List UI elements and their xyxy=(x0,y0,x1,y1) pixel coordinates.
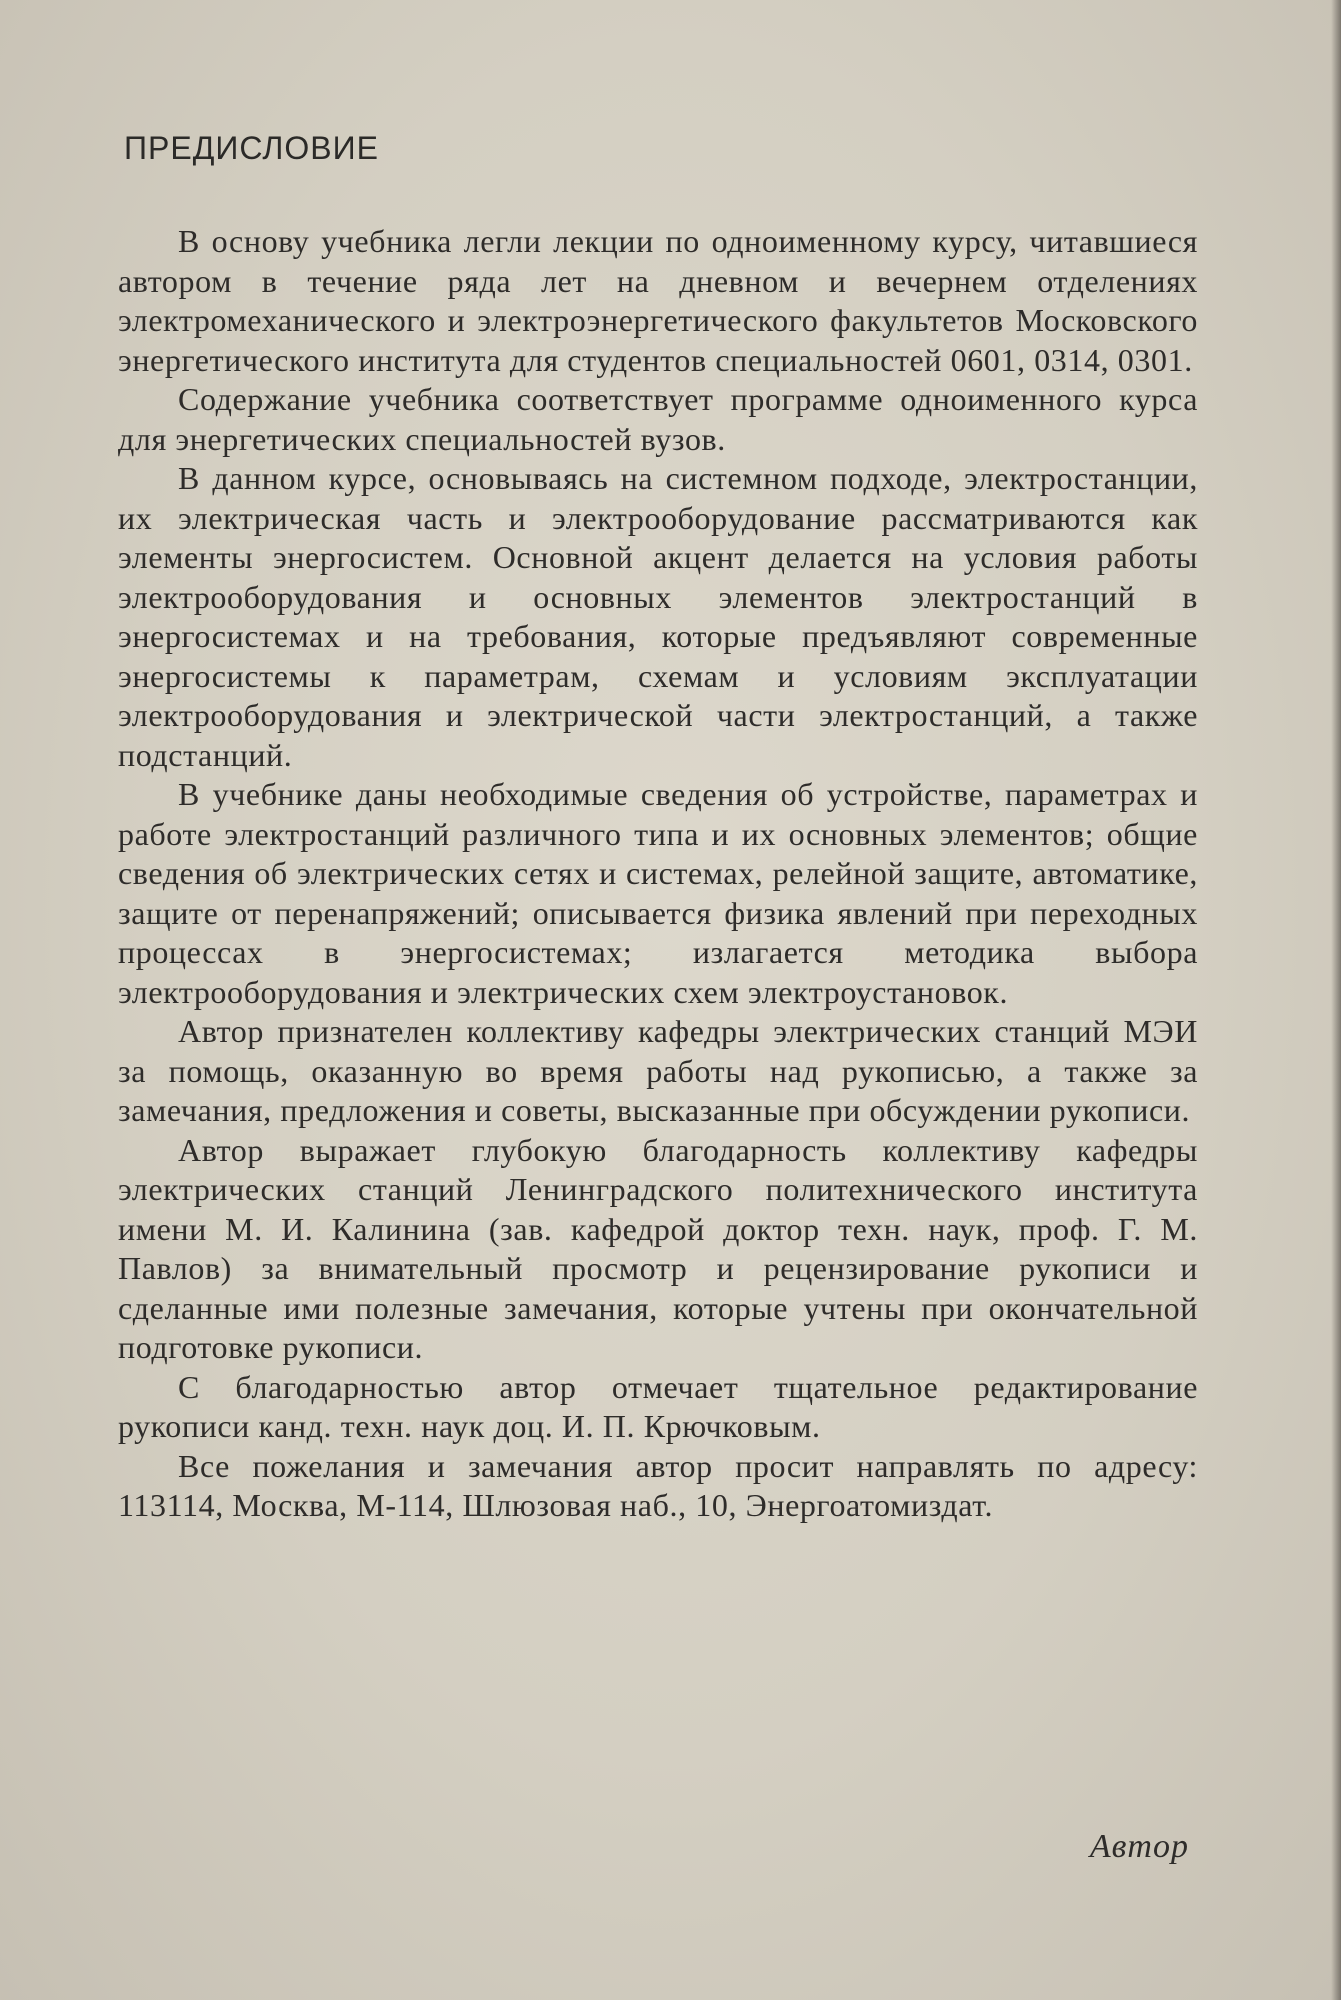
paragraph-1: В основу учебника легли лекции по одноименному курсу, читавшиеся автором в течение ряда лет на дневном и вечернем отделениях электромеханического и электроэнергетического факультетов Московского энергетического института для студентов специальностей 0601, 0314, 0301. xyxy=(118,223,1198,378)
paragraph-3: В данном курсе, основываясь на системном подходе, электростанции, их электрическая часть и электрооборудование рассматриваются как элементы энергосистем. Основной акцент делается на условия работы электрооборудования и основных элементов электростанций в энергосистемах и на требования, которые предъявляют современные энергосистемы к параметрам, схемам и условиям эксплуатации электрооборудования и электрической части электростанций, а также подстанций. xyxy=(118,460,1198,773)
paragraph-5: Автор признателен коллективу кафедры электрических станций МЭИ за помощь, оказанную во время работы над рукописью, а также за замечания, предложения и советы, высказанные при обсуждении рукописи. xyxy=(118,1013,1198,1128)
preface-body xyxy=(118,222,1198,1526)
page-heading: ПРЕДИСЛОВИЕ xyxy=(124,130,379,166)
paragraph-8: Все пожелания и замечания автор просит направлять по адресу: 113114, Москва, М-114, Шлюзовая наб., 10, Энергоатомиздат. xyxy=(118,1447,1198,1523)
paragraph-2: Содержание учебника соответствует программе одноименного курса для энергетических специальностей вузов. xyxy=(118,381,1198,457)
paragraph-4: В учебнике даны необходимые сведения об устройстве, параметрах и работе электростанций различного типа и их основных элементов; общие сведения об электрических сетях и системах, релейной защите, автоматике, защите от перенапряжений; описывается физика явлений при переходных процессах в энергосистемах; излагается методика выбора электрооборудования и электрических схем электроустановок. xyxy=(118,776,1198,1010)
paragraph-6: Автор выражает глубокую благодарность коллективу кафедры электрических станций Ленинградского политехнического института имени М. И. Калинина (зав. кафедрой доктор техн. наук, проф. Г. М. Павлов) за внимательный просмотр и рецензирование рукописи и сделанные ими полезные замечания, которые учтены при окончательной подготовке рукописи. xyxy=(118,1131,1198,1365)
paragraph-7: С благодарностью автор отмечает тщательное редактирование рукописи канд. техн. наук доц. И. П. Крючковым. xyxy=(118,1368,1198,1444)
author-signature: Автор xyxy=(1089,1828,1189,1865)
